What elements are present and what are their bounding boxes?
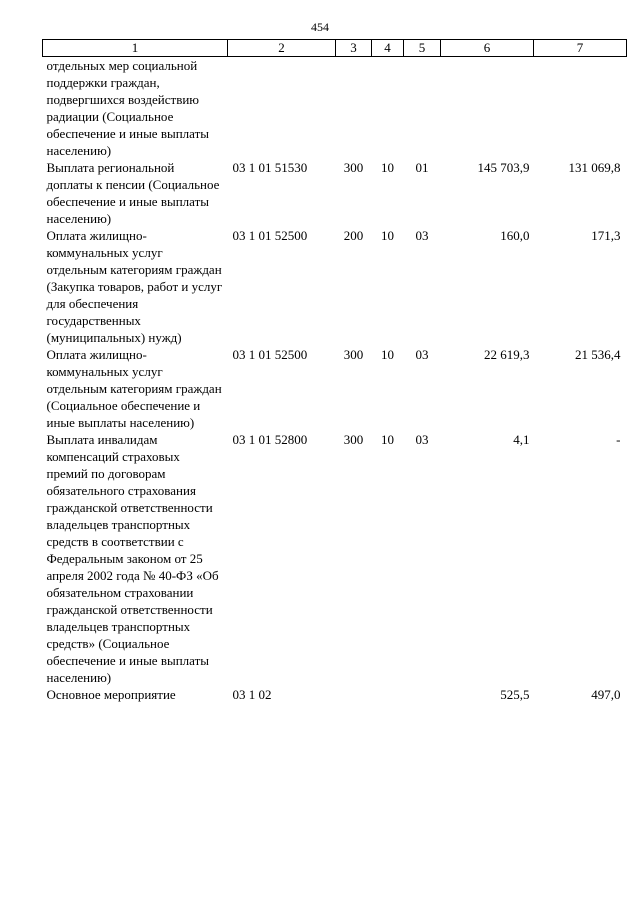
row-sum-1 bbox=[441, 57, 534, 160]
row-name: Выплата инвалидам компенсаций страховых премий по договорам обязательного страхования гражданской ответственности владельцев транспортных средств в соответствии с Федеральным законом от 25 апреля 2002 года № 40-ФЗ «Об обязательном страховании гражданской ответственности владельцев транспортных средств» (Социальное обеспечение и иные выплаты населению) bbox=[46, 432, 219, 685]
row-sum-2 bbox=[534, 57, 627, 160]
row-sum-2: - bbox=[616, 432, 621, 447]
column-header-3: 3 bbox=[336, 40, 372, 57]
row-name: Основное мероприятие bbox=[46, 687, 176, 702]
row-pr: 03 bbox=[415, 347, 429, 362]
row-code bbox=[228, 57, 336, 160]
row-vr: 200 bbox=[343, 228, 364, 243]
row-rz: 10 bbox=[381, 347, 394, 362]
column-number-row bbox=[43, 40, 627, 57]
row-pr bbox=[404, 57, 441, 160]
column-header-7: 7 bbox=[534, 40, 627, 57]
row-sum-1: 145 703,9 bbox=[477, 160, 530, 175]
row-name: Выплата региональной доплаты к пенсии (Социальное обеспечение и иные выплаты населению) bbox=[46, 160, 220, 226]
table-row bbox=[43, 431, 627, 686]
row-sum-2: 131 069,8 bbox=[568, 160, 621, 175]
column-header-4: 4 bbox=[372, 40, 404, 57]
row-code: 03 1 01 52800 bbox=[232, 432, 308, 447]
row-pr bbox=[404, 686, 441, 703]
page-number: 454 bbox=[311, 20, 329, 34]
row-code: 03 1 01 51530 bbox=[232, 160, 308, 175]
table-row bbox=[43, 57, 627, 160]
row-sum-1: 4,1 bbox=[513, 432, 530, 447]
row-sum-1: 22 619,3 bbox=[484, 347, 530, 362]
row-sum-2: 21 536,4 bbox=[575, 347, 621, 362]
row-rz: 10 bbox=[381, 432, 394, 447]
row-vr bbox=[336, 686, 372, 703]
table-row bbox=[43, 346, 627, 431]
budget-table bbox=[42, 39, 627, 703]
row-rz: 10 bbox=[381, 228, 394, 243]
row-pr: 03 bbox=[415, 432, 429, 447]
row-name: Оплата жилищно-коммунальных услуг отдельным категориям граждан (Социальное обеспечение и иные выплаты населению) bbox=[46, 347, 222, 430]
row-vr: 300 bbox=[343, 432, 364, 447]
row-vr bbox=[336, 57, 372, 160]
row-sum-2: 497,0 bbox=[591, 687, 621, 702]
row-vr: 300 bbox=[343, 347, 364, 362]
row-name: Оплата жилищно-коммунальных услуг отдельным категориям граждан (Закупка товаров, работ и услуг для обеспечения государственных (муниципальных) нужд) bbox=[46, 228, 223, 345]
row-sum-1: 525,5 bbox=[500, 687, 530, 702]
table-row bbox=[43, 159, 627, 227]
row-sum-2: 171,3 bbox=[591, 228, 621, 243]
row-rz: 10 bbox=[381, 160, 394, 175]
column-header-2: 2 bbox=[228, 40, 336, 57]
row-rz bbox=[372, 686, 404, 703]
table-row bbox=[43, 686, 627, 703]
table-row bbox=[43, 227, 627, 346]
row-name: отдельных мер социальной поддержки граждан, подвергшихся воздействию радиации (Социальное обеспечение и иные выплаты населению) bbox=[46, 58, 209, 158]
row-code: 03 1 02 bbox=[232, 687, 272, 702]
column-header-5: 5 bbox=[404, 40, 441, 57]
column-header-1: 1 bbox=[43, 40, 228, 57]
row-code: 03 1 01 52500 bbox=[232, 347, 308, 362]
row-pr: 01 bbox=[415, 160, 429, 175]
row-code: 03 1 01 52500 bbox=[232, 228, 308, 243]
column-header-6: 6 bbox=[441, 40, 534, 57]
row-sum-1: 160,0 bbox=[500, 228, 530, 243]
row-pr: 03 bbox=[415, 228, 429, 243]
row-vr: 300 bbox=[343, 160, 364, 175]
row-rz bbox=[372, 57, 404, 160]
